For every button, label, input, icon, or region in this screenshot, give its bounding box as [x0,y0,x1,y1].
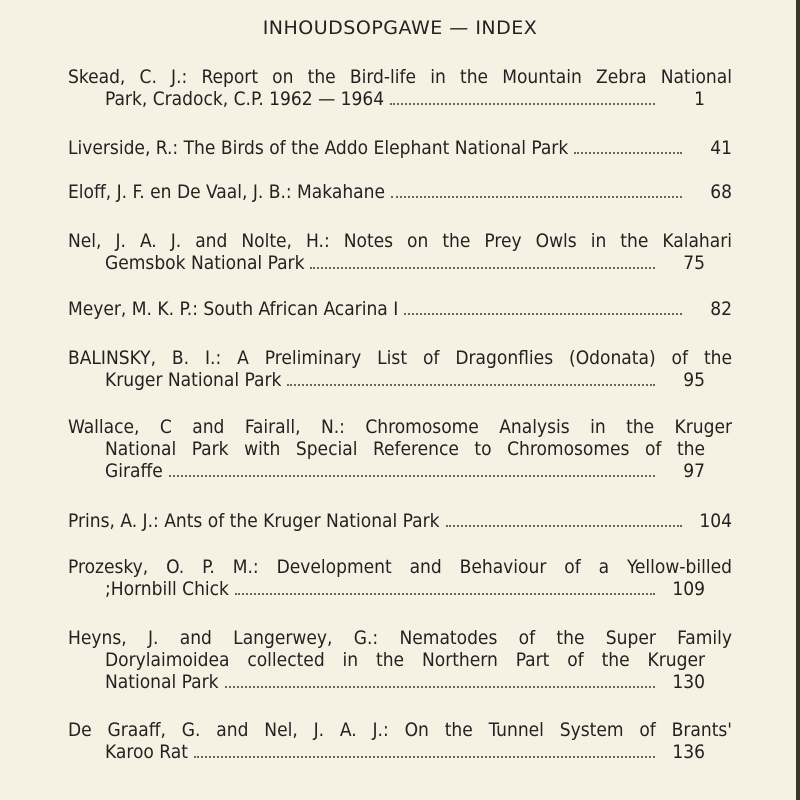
entry-line: Liverside, R.: The Birds of the Addo Elephant National Park [68,137,569,159]
entry-line: ;Hornbill Chick [105,578,229,600]
index-entry-wallace [68,416,732,482]
page-title: INHOUDSOPGAWE — INDEX [262,17,538,39]
dot-leader [391,195,682,198]
dot-leader [404,312,682,315]
dot-leader [390,102,655,105]
entry-line: BALINSKY, B. I.: A Preliminary List of Dragonflies (Odonata) of the [68,347,732,369]
entry-line: Dorylaimoidea collected in the Northern Part of the Kruger [105,649,705,671]
page-number: 95 [683,369,705,391]
entry-line: Prins, A. J.: Ants of the Kruger National Park [68,510,440,532]
entry-line: Prozesky, O. P. M.: Development and Behaviour of a Yellow-billed [68,556,732,578]
page-number: 130 [672,671,705,693]
page-number: 1 [694,88,705,110]
entry-line: Park, Cradock, C.P. 1962 — 1964 [105,88,385,110]
page-number: 97 [683,460,705,482]
page-number: 68 [710,181,732,203]
index-entry-skead [68,66,732,110]
page-number: 136 [672,741,705,763]
entry-line: Wallace, C and Fairall, N.: Chromosome Analysis in the Kruger [68,416,732,438]
dot-leader [287,383,655,386]
page-number: 82 [710,298,732,320]
page-number: 75 [683,252,705,274]
entry-line: Nel, J. A. J. and Nolte, H.: Notes on the Prey Owls in the Kalahari [68,230,732,252]
entry-line: Skead, C. J.: Report on the Bird-life in the Mountain Zebra National [68,66,732,88]
entry-line: Gemsbok National Park [105,252,305,274]
page-number: 41 [710,137,732,159]
dot-leader [225,685,656,688]
index-entry-balinsky [68,347,732,391]
entry-line: National Park [105,671,219,693]
index-entry-prozesky [68,556,732,600]
index-entry-meyer [68,298,732,320]
index-entry-prins [68,510,732,532]
index-entry-heyns [68,627,732,693]
index-entry-de-graaff [68,719,732,763]
entry-line: National Park with Special Reference to Chromosomes of the [105,438,705,460]
entry-line: Giraffe [105,460,163,482]
entry-line: Eloff, J. F. en De Vaal, J. B.: Makahane [68,181,385,203]
dot-leader [574,151,682,154]
dot-leader [310,266,655,269]
page-number: 109 [672,578,705,600]
entry-line: De Graaff, G. and Nel, J. A. J.: On the Tunnel System of Brants' [68,719,732,741]
entry-line: Meyer, M. K. P.: South African Acarina I [68,298,399,320]
index-entry-eloff [68,181,732,203]
page-number: 104 [699,510,732,532]
page-edge-shadow [796,0,800,800]
dot-leader [169,474,655,477]
index-entry-liverside [68,137,732,159]
dot-leader [235,592,655,595]
entry-line: Karoo Rat [105,741,188,763]
dot-leader [446,524,682,527]
entry-line: Heyns, J. and Langerwey, G.: Nematodes of the Super Family [68,627,732,649]
index-entry-nel-nolte [68,230,732,274]
dot-leader [194,755,655,758]
entry-line: Kruger National Park [105,369,282,391]
